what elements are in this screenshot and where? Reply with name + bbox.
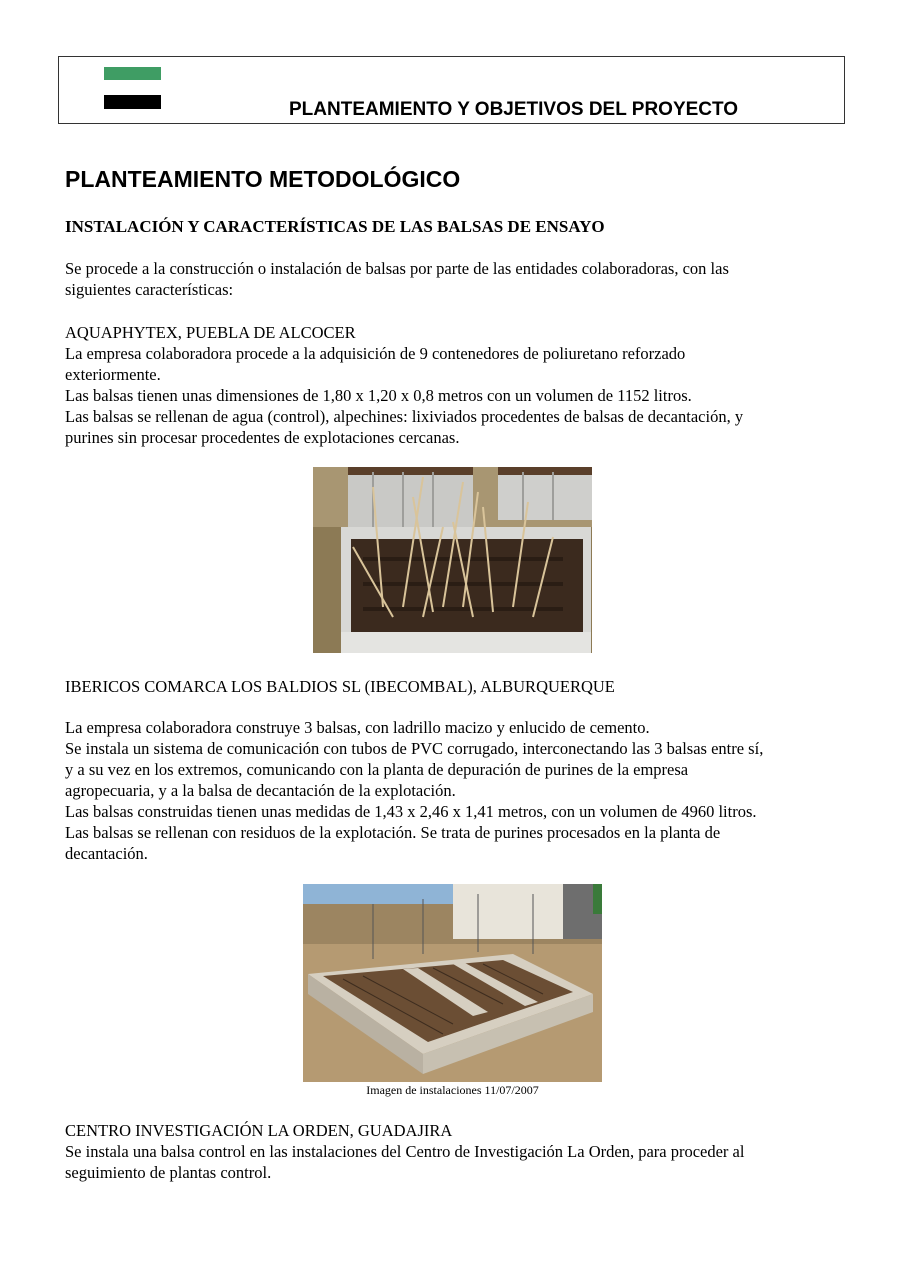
page-header	[58, 56, 845, 124]
ponds-photo	[303, 884, 602, 1082]
text-line: decantación.	[65, 844, 148, 863]
ibecombal-block	[65, 717, 845, 864]
intro-paragraph	[65, 258, 845, 300]
header-title: PLANTEAMIENTO Y OBJETIVOS DEL PROYECTO	[289, 99, 739, 120]
text-line: agropecuaria, y a la balsa de decantación de la explotación.	[65, 781, 456, 800]
section-subtitle: INSTALACIÓN Y CARACTERÍSTICAS DE LAS BALSAS DE ENSAYO	[65, 217, 605, 236]
laorden-heading: CENTRO INVESTIGACIÓN LA ORDEN, GUADAJIRA	[65, 1121, 453, 1140]
text-line: Las balsas tienen unas dimensiones de 1,80 x 1,20 x 0,8 metros con un volumen de 1152 litros.	[65, 386, 692, 405]
extremadura-flag-logo	[104, 67, 161, 109]
aquaphytex-block	[65, 322, 845, 448]
photo-caption: Imagen de instalaciones 11/07/2007	[366, 1083, 539, 1097]
section-title: PLANTEAMIENTO METODOLÓGICO	[65, 166, 461, 192]
text-line: purines sin procesar procedentes de explotaciones cercanas.	[65, 428, 460, 447]
text-line: La empresa colaboradora construye 3 balsas, con ladrillo macizo y enlucido de cemento.	[65, 718, 650, 737]
text-line: Se instala un sistema de comunicación con tubos de PVC corrugado, interconectando las 3 balsas entre sí,	[65, 739, 764, 758]
ibecombal-heading-block	[65, 676, 845, 697]
containers-photo	[313, 467, 592, 653]
text-line: Se instala una balsa control en las instalaciones del Centro de Investigación La Orden, para proceder al	[65, 1142, 745, 1161]
text-line: La empresa colaboradora procede a la adquisición de 9 contenedores de poliuretano reforzado	[65, 344, 686, 363]
ibecombal-heading: IBERICOS COMARCA LOS BALDIOS SL (IBECOMBAL), ALBURQUERQUE	[65, 677, 615, 696]
aquaphytex-heading: AQUAPHYTEX, PUEBLA DE ALCOCER	[65, 323, 356, 342]
text-line: siguientes características:	[65, 280, 234, 299]
text-line: y a su vez en los extremos, comunicando con la planta de depuración de purines de la empresa	[65, 760, 689, 779]
laorden-block	[65, 1120, 845, 1183]
text-line: Las balsas construidas tienen unas medidas de 1,43 x 2,46 x 1,41 metros, con un volumen de 4960 litros.	[65, 802, 757, 821]
text-line: Las balsas se rellenan de agua (control), alpechines: lixiviados procedentes de balsas de decantación, y	[65, 407, 744, 426]
text-line: seguimiento de plantas control.	[65, 1163, 272, 1182]
text-line: Se procede a la construcción o instalación de balsas por parte de las entidades colaboradoras, con las	[65, 259, 729, 278]
text-line: Las balsas se rellenan con residuos de la explotación. Se trata de purines procesados en la planta de	[65, 823, 721, 842]
text-line: exteriormente.	[65, 365, 161, 384]
